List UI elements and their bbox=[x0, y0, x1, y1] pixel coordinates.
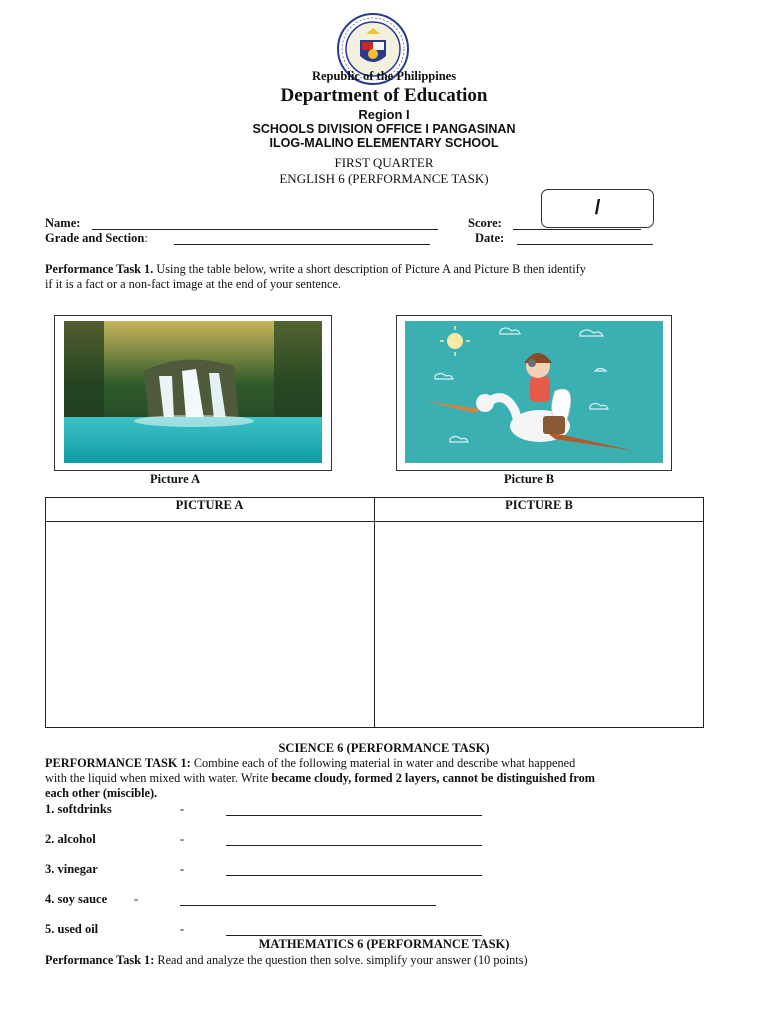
grade-section-label: Grade and Section: bbox=[45, 231, 148, 245]
republic-text: Republic of the Philippines bbox=[311, 69, 457, 83]
division-text: SCHOOLS DIVISION OFFICE I PANGASINAN bbox=[252, 122, 516, 136]
science-answer-line[interactable] bbox=[180, 905, 436, 906]
school-name: ILOG-MALINO ELEMENTARY SCHOOL bbox=[269, 136, 499, 150]
science-answer-line[interactable] bbox=[226, 845, 482, 846]
math-task-line: Performance Task 1: Read and analyze the question then solve. simplify your answer (10 points) bbox=[45, 953, 528, 967]
science-answer-line[interactable] bbox=[226, 935, 482, 936]
score-field[interactable] bbox=[513, 229, 641, 230]
science-item-dash: - bbox=[180, 802, 185, 816]
science-answer-line[interactable] bbox=[226, 815, 482, 816]
science-item-dash: - bbox=[180, 832, 185, 846]
date-field[interactable] bbox=[517, 244, 653, 245]
science-title: SCIENCE 6 (PERFORMANCE TASK) bbox=[278, 741, 490, 755]
score-box: / bbox=[541, 189, 654, 228]
science-item-label: 2. alcohol bbox=[45, 832, 96, 846]
science-item-label: 5. used oil bbox=[45, 922, 99, 936]
science-answer-line[interactable] bbox=[226, 875, 482, 876]
science-item-dash: - bbox=[180, 862, 185, 876]
picture-b-caption: Picture B bbox=[504, 472, 555, 486]
math-title: MATHEMATICS 6 (PERFORMANCE TASK) bbox=[258, 937, 510, 951]
picture-b-answer-cell[interactable] bbox=[375, 522, 702, 726]
picture-a-frame bbox=[54, 315, 332, 471]
quarter-text: FIRST QUARTER bbox=[334, 155, 434, 170]
score-label: Score: bbox=[468, 216, 502, 230]
science-task-line3: each other (miscible). bbox=[45, 786, 158, 800]
subject-text: ENGLISH 6 (PERFORMANCE TASK) bbox=[279, 171, 489, 186]
picture-a-answer-cell[interactable] bbox=[46, 522, 374, 726]
waterfall-image bbox=[64, 321, 322, 463]
name-label: Name: bbox=[45, 216, 81, 230]
table-header-picture-b: PICTURE B bbox=[505, 498, 573, 512]
english-task-line1: Performance Task 1. Using the table below, write a short description of Picture A and Picture B then identify bbox=[45, 262, 586, 276]
science-item-dash: - bbox=[134, 892, 139, 906]
picture-b-frame bbox=[396, 315, 672, 471]
table-header-picture-a: PICTURE A bbox=[175, 498, 244, 512]
science-item-label: 3. vinegar bbox=[45, 862, 98, 876]
cartoon-bird-rider-image bbox=[405, 321, 663, 463]
department-title: Department of Education bbox=[280, 85, 488, 106]
science-item-label: 1. softdrinks bbox=[45, 802, 112, 816]
science-item-label: 4. soy sauce bbox=[45, 892, 108, 906]
science-task-line1: PERFORMANCE TASK 1: Combine each of the following material in water and describe what happened bbox=[45, 756, 576, 770]
picture-a-caption: Picture A bbox=[150, 472, 201, 486]
science-task-line2: with the liquid when mixed with water. Write became cloudy, formed 2 layers, cannot be distinguished from bbox=[45, 771, 595, 785]
date-label: Date: bbox=[475, 231, 505, 245]
english-task-line2: if it is a fact or a non-fact image at the end of your sentence. bbox=[45, 277, 342, 291]
grade-section-field[interactable] bbox=[174, 244, 430, 245]
name-field[interactable] bbox=[92, 229, 438, 230]
science-item-dash: - bbox=[180, 922, 185, 936]
region-text: Region I bbox=[358, 107, 410, 122]
